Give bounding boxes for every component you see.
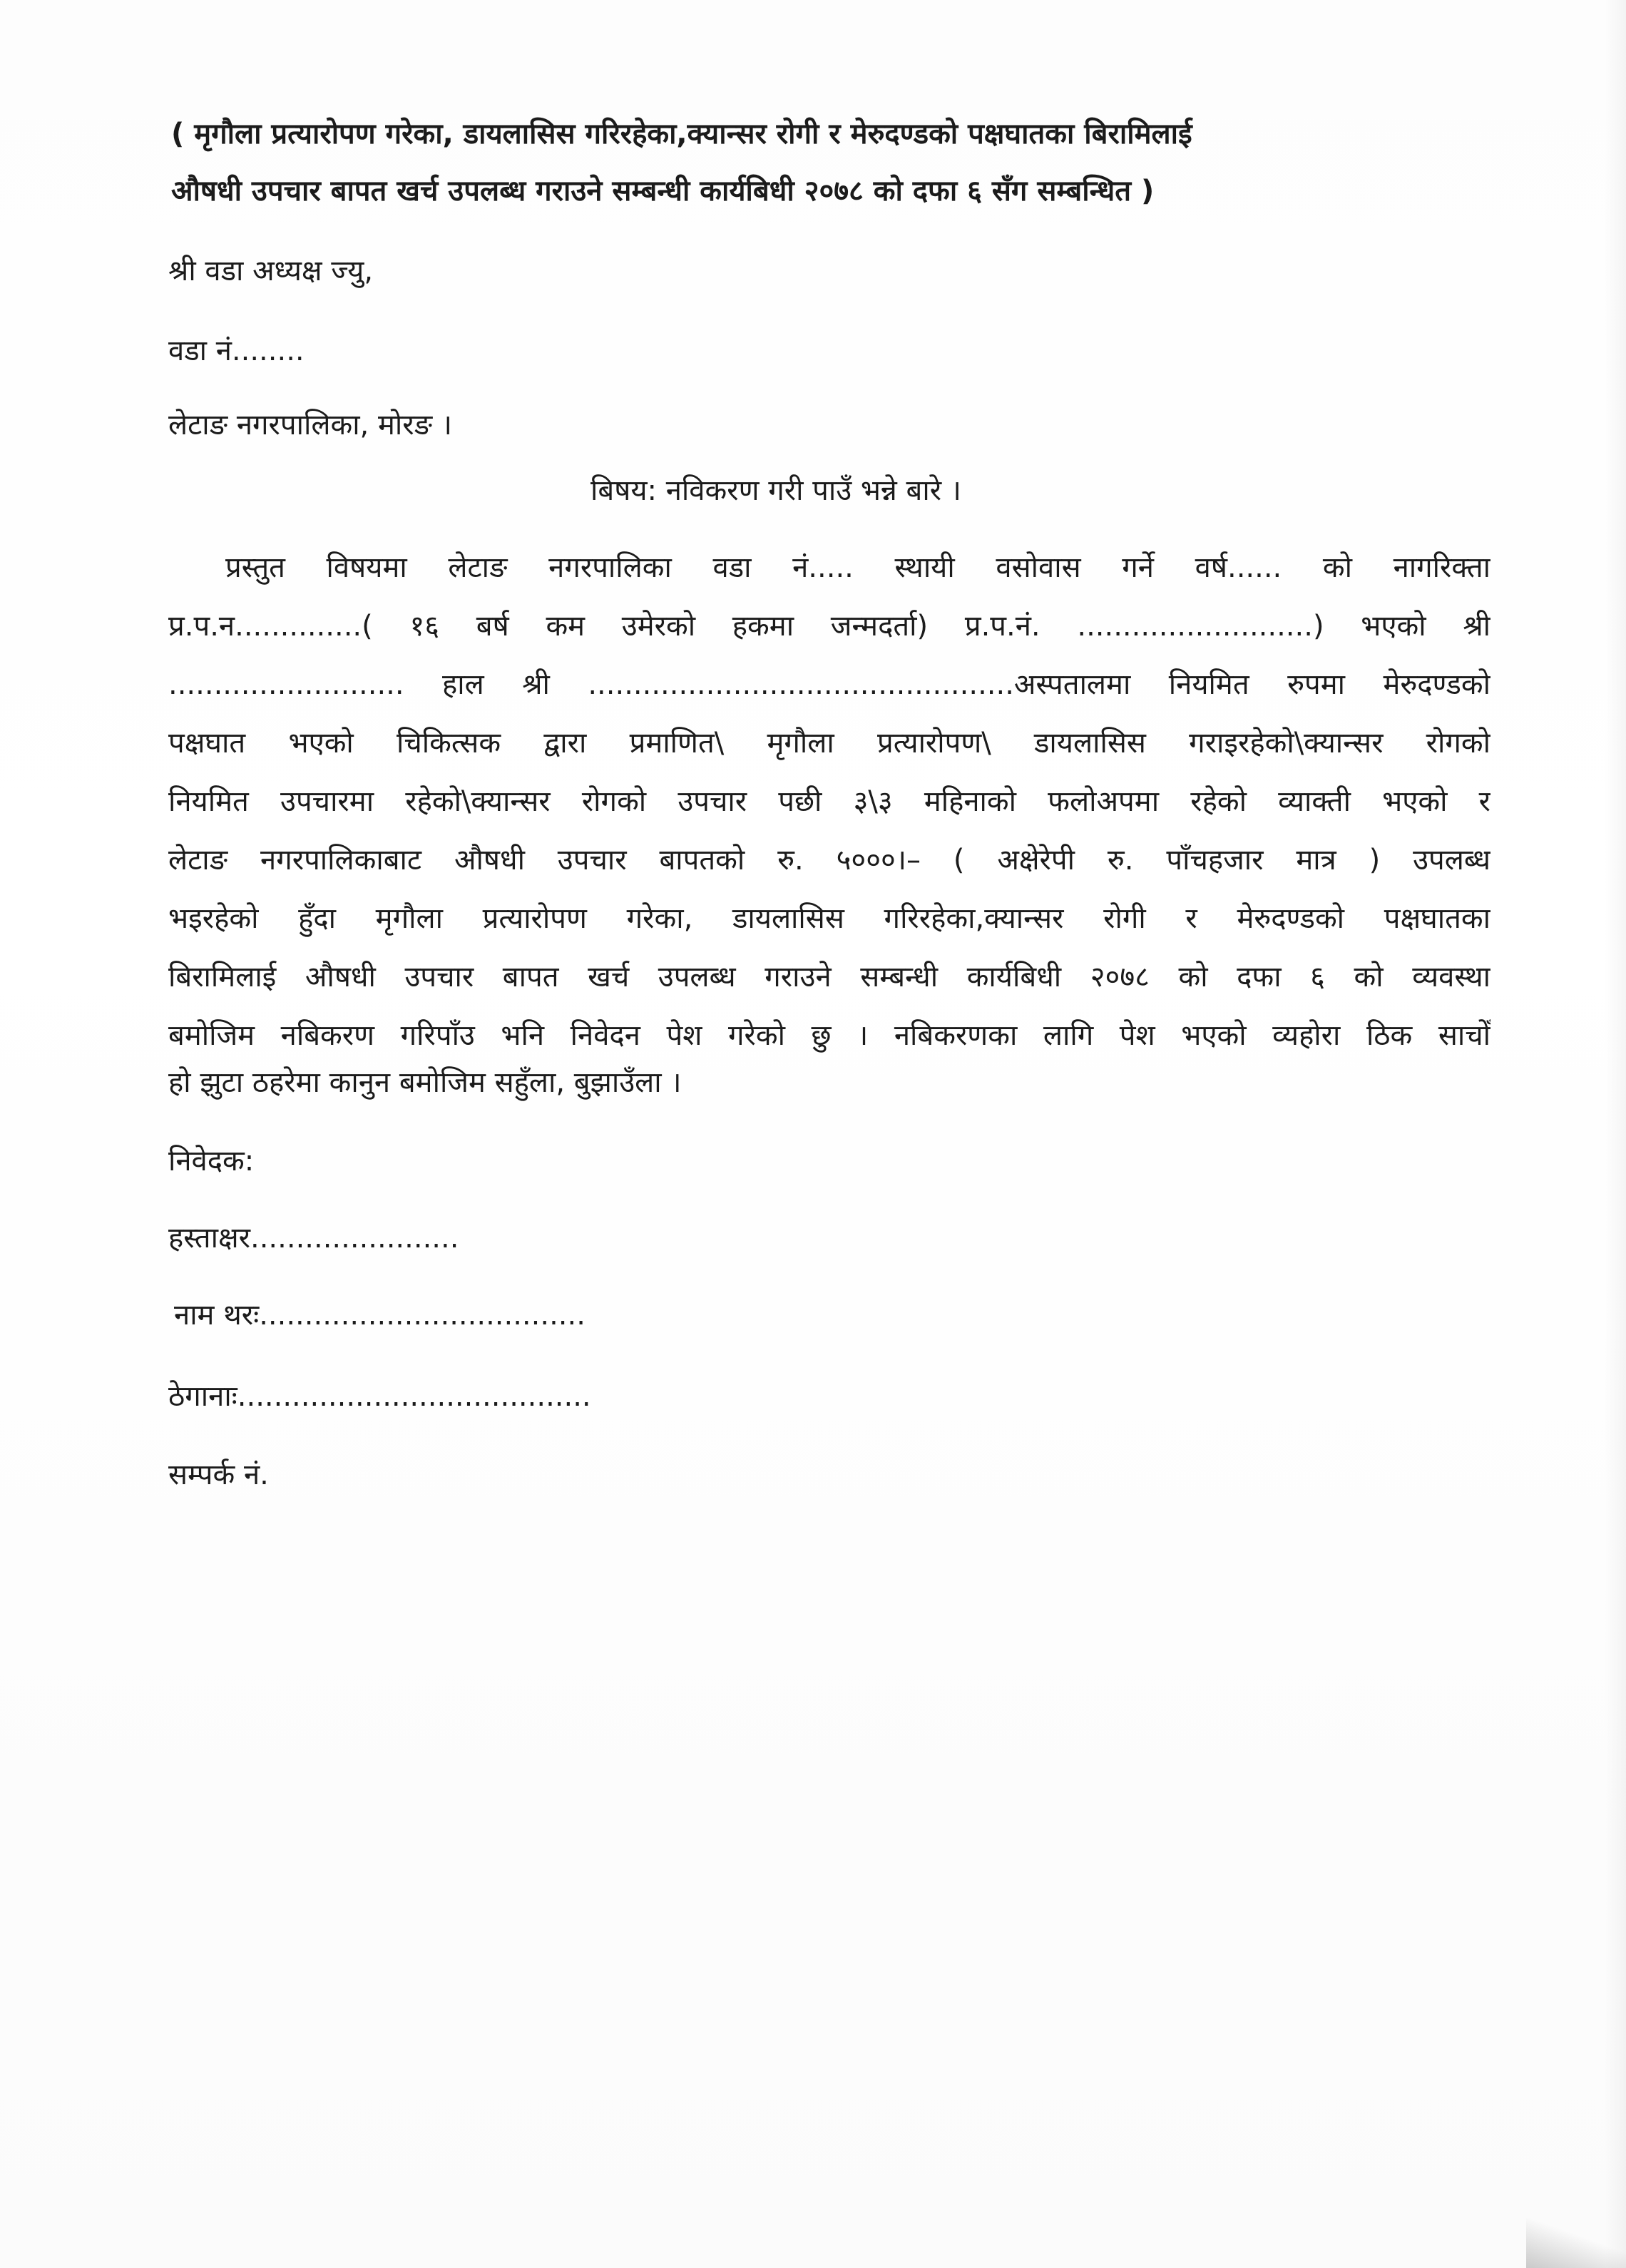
body-line-9: बमोजिम नबिकरण गरिपाँउ भनि निवेदन पेश गरेको छु । नबिकरणका लागि पेश भएको व्यहोरा ठिक साचोँ	[168, 1019, 1490, 1052]
contact-field: सम्पर्क नं.	[168, 1459, 269, 1491]
reference-line-1: ( मृगौला प्रत्यारोपण गरेका, डायलासिस गरिरहेका,क्यान्सर रोगी र मेरुदण्डको पक्षघातका बिरामिलाई	[171, 118, 1192, 150]
addressee-line-1: श्री वडा अध्यक्ष ज्यु,	[168, 255, 374, 287]
body-line-1: प्रस्तुत विषयमा लेटाङ नगरपालिका वडा नं..... स्थायी वसोवास गर्ने वर्ष...... को नागरिक्ता	[225, 551, 1490, 584]
addressee-line-3: लेटाङ नगरपालिका, मोरङ ।	[168, 409, 452, 441]
signature-field: हस्ताक्षर.......................	[168, 1222, 459, 1255]
scan-edge-shadow	[1605, 0, 1626, 2268]
applicant-heading: निवेदक:	[168, 1145, 255, 1178]
body-line-10: हो झुटा ठहरेमा कानुन बमोजिम सहुँला, बुझाउँला ।	[168, 1066, 682, 1099]
body-line-3: .......................... हाल श्री ...............................................अस्पतालमा नियमित रुपमा मेरुदण्डको	[168, 668, 1490, 701]
body-line-6: लेटाङ नगरपालिकाबाट औषधी उपचार बापतको रु. ५०००।– ( अक्षेरेपी रु. पाँचहजार मात्र ) उपलब्ध	[168, 844, 1490, 877]
address-field: ठेगानाः.......................................	[168, 1380, 591, 1413]
body-line-7: भइरहेको हुँदा मृगौला प्रत्यारोपण गरेका, डायलासिस गरिरहेका,क्यान्सर रोगी र मेरुदण्डको पक्षघातका	[168, 902, 1490, 935]
body-line-8: बिरामिलाई औषधी उपचार बापत खर्च उपलब्ध गराउने सम्बन्धी कार्यबिधी २०७८ को दफा ६ को व्यवस्था	[168, 961, 1490, 993]
scan-corner-shadow	[1526, 2218, 1626, 2268]
body-line-2: प्र.प.न..............( १६ बर्ष कम उमेरको हकमा जन्मदर्ता) प्र.प.नं. ..........................) भएको श्री	[168, 610, 1490, 643]
subject-line: बिषय: नविकरण गरी पाउँ भन्ने बारे ।	[590, 474, 961, 507]
body-line-4: पक्षघात भएको चिकित्सक द्वारा प्रमाणित\ मृगौला प्रत्यारोपण\ डायलासिस गराइरहेको\क्यान्सर रोगको	[168, 727, 1490, 760]
name-field: नाम थरः....................................	[174, 1299, 586, 1332]
reference-line-2: औषधी उपचार बापत खर्च उपलब्ध गराउने सम्बन्धी कार्यबिधी २०७८ को दफा ६ सँग सम्बन्धित )	[171, 175, 1155, 208]
addressee-line-2: वडा नं........	[168, 334, 305, 367]
body-line-5: नियमित उपचारमा रहेको\क्यान्सर रोगको उपचार पछी ३\३ महिनाको फलोअपमा रहेको व्याक्ती भएको र	[168, 785, 1490, 818]
